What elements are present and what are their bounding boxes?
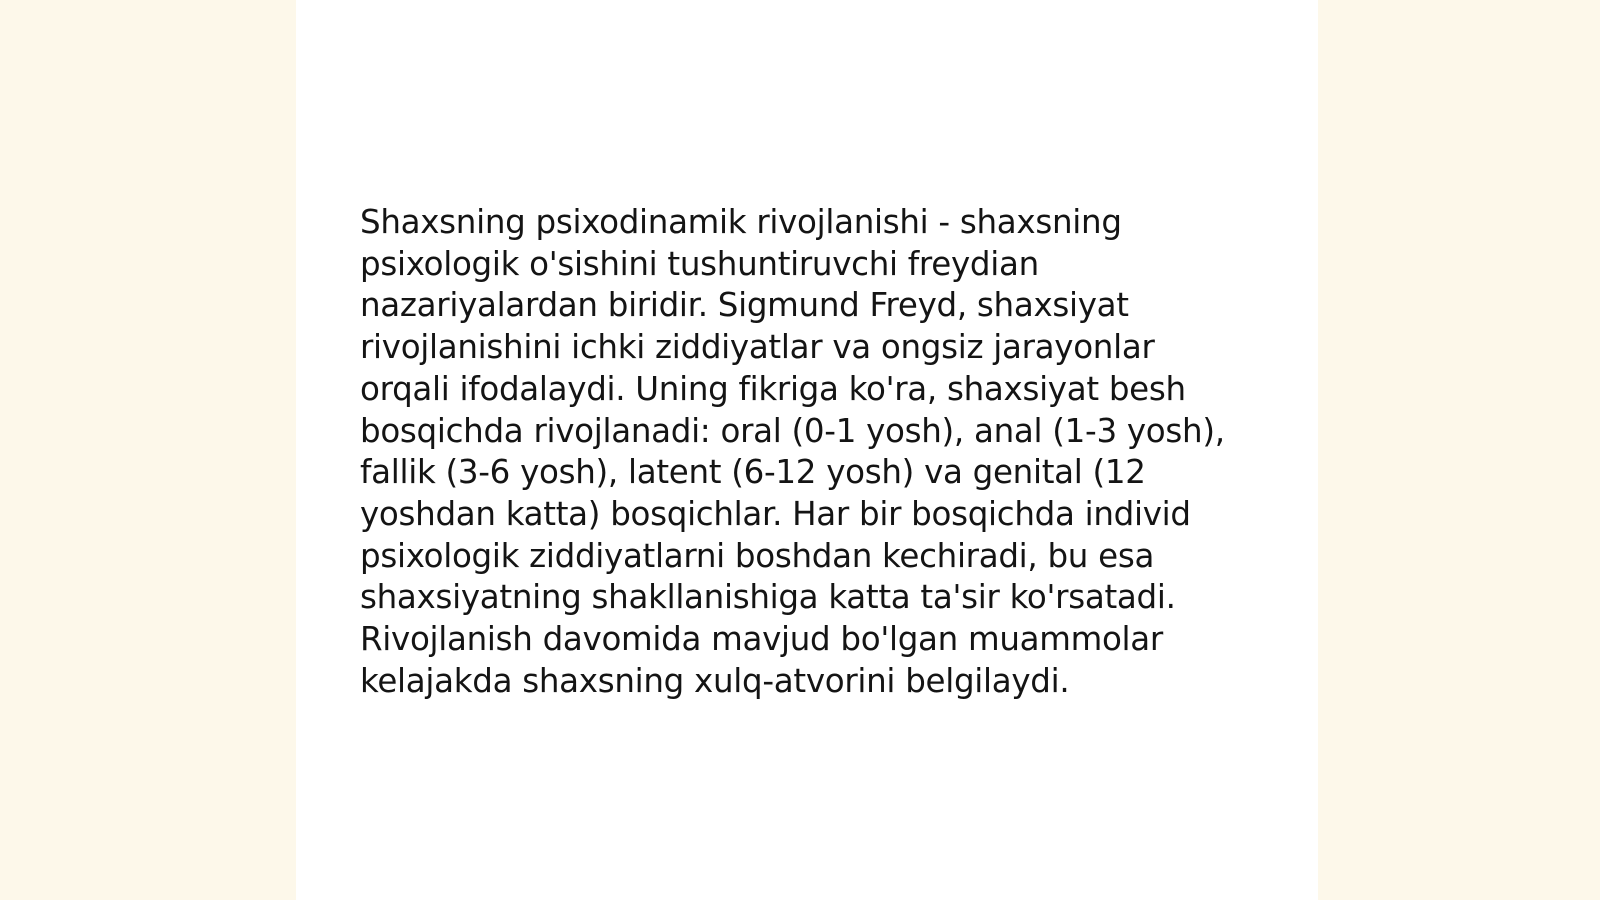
text-line: rivojlanishini ichki ziddiyatlar va ongsiz jarayonlar — [360, 328, 1155, 367]
text-line: psixologik ziddiyatlarni boshdan kechiradi, bu esa — [360, 536, 1155, 575]
text-line: psixologik o'sishini tushuntiruvchi freydian — [360, 244, 1039, 283]
text-line: Rivojlanish davomida mavjud bo'lgan muammolar — [360, 620, 1163, 659]
slide — [296, 0, 1318, 900]
text-line: Shaxsning psixodinamik rivojlanishi - shaxsning — [360, 203, 1122, 241]
text-line: nazariyalardan biridir. Sigmund Freyd, shaxsiyat — [360, 286, 1129, 325]
text-line: bosqichda rivojlanadi: oral (0-1 yosh), anal (1-3 yosh), — [360, 411, 1225, 450]
slide-body-text — [360, 202, 1230, 702]
text-line: shaxsiyatning shakllanishiga katta ta'sir ko'rsatadi. — [360, 578, 1176, 617]
text-line: kelajakda shaxsning xulq-atvorini belgilaydi. — [360, 661, 1070, 700]
text-line: fallik (3-6 yosh), latent (6-12 yosh) va genital (12 — [360, 453, 1146, 492]
text-line: yoshdan katta) bosqichlar. Har bir bosqichda individ — [360, 494, 1191, 533]
text-line: orqali ifodalaydi. Uning fikriga ko'ra, shaxsiyat besh — [360, 369, 1186, 408]
